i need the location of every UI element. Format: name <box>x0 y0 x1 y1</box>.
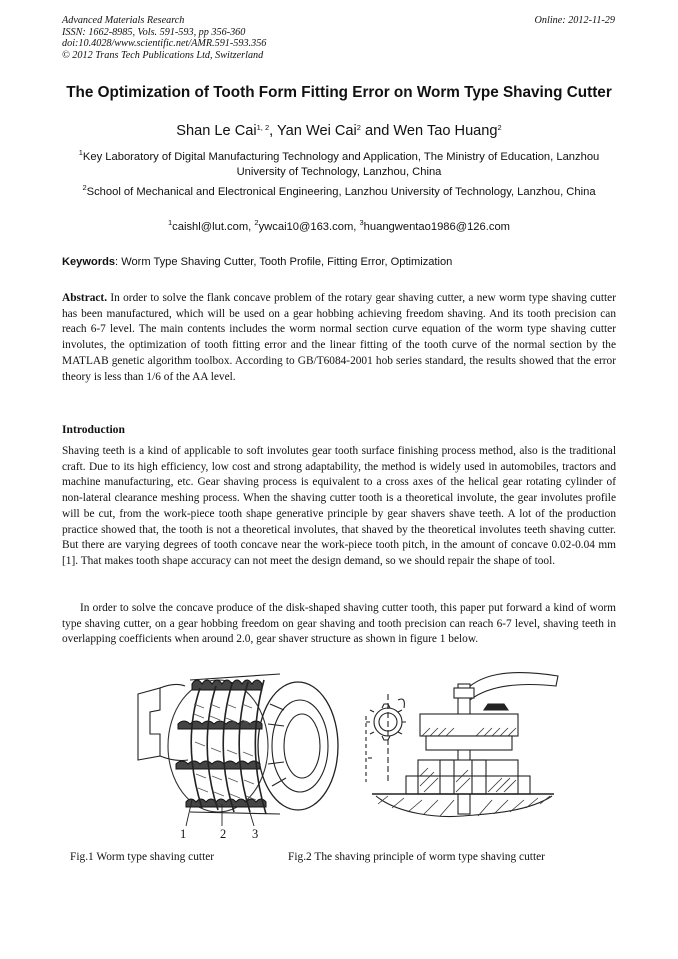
intro-paragraph-2: In order to solve the concave produce of the disk-shaped shaving cutter tooth, this paper put forward a kind of worm type shaving cutter, on a gear hobbing freedom on gear shaving and tooth precision can reach 6-7 level, shaving teeth in overlapping coefficients when around 2.0, gear shaver structure as shown in figure 1 below. <box>62 602 616 646</box>
journal-copyright: © 2012 Trans Tech Publications Ltd, Switzerland <box>62 49 264 61</box>
affiliation-2 <box>62 185 616 200</box>
fig1-label: 3 <box>252 827 259 841</box>
abstract-text: In order to solve the flank concave problem of the rotary gear shaving cutter, a new worm type shaving cutter has been manufactured, which will be used on a gear hobbing achieving freedom shaving. And its tooth precision can reach 6-7 level. The main contents includes the worm normal section curve equation of the worm type shaving cutter involutes, the optimization of tooth fitting error and the linear fitting of the tooth curve of the normal section by the MATLAB genetic algorithm toolbox. According to GB/T6084-2001 hob series standard, the results showed that the error theory is less than 1/6 of the AA level. <box>62 292 616 383</box>
abstract-label: Abstract. <box>62 292 108 304</box>
author-sup: 2 <box>356 123 361 132</box>
figure-1-caption: Fig.1 Worm type shaving cutter <box>70 851 215 863</box>
author-name: Yan Wei Cai <box>277 123 357 139</box>
author-name: Shan Le Cai <box>176 123 257 139</box>
figure-2-caption: Fig.2 The shaving principle of worm type shaving cutter <box>288 851 545 863</box>
keywords-text: : Worm Type Shaving Cutter, Tooth Profile, Fitting Error, Optimization <box>115 256 453 268</box>
keywords <box>62 256 616 268</box>
affiliation-sup: 1 <box>78 148 83 157</box>
email-sup: 1 <box>167 218 173 227</box>
email-sup: 2 <box>254 218 259 227</box>
hob-arm <box>462 673 558 700</box>
author-sup: 1, 2 <box>256 123 270 132</box>
fig1-label: 1 <box>180 827 187 841</box>
fig1-label: 2 <box>220 827 227 841</box>
journal-meta <box>62 15 266 61</box>
cutter-hub-shape <box>138 688 160 760</box>
email-text: huangwentao1986@126.com <box>363 221 510 233</box>
email-text: caishl@lut.com, <box>172 221 255 233</box>
paper-title: The Optimization of Tooth Form Fitting Error on Worm Type Shaving Cutter <box>66 84 612 101</box>
worm-cutter-drawing <box>130 664 345 846</box>
affiliation-text: School of Mechanical and Electronical Engineering, Lanzhou University of Technology, Lanzhou, China <box>86 186 596 198</box>
cutter-end-face <box>258 682 338 810</box>
author-list <box>62 123 616 139</box>
journal-issn: ISSN: 1662-8985, Vols. 591-593, pp 356-360 <box>62 26 246 38</box>
figure-2 <box>358 664 563 837</box>
author-emails <box>62 220 616 235</box>
abstract <box>62 291 616 385</box>
author-name: Wen Tao Huang <box>393 123 498 139</box>
affiliation-sup: 2 <box>82 183 87 192</box>
author-sup: 2 <box>497 123 502 132</box>
shaving-principle-drawing <box>358 664 563 832</box>
intro-paragraph-1: Shaving teeth is a kind of applicable to soft involutes gear tooth surface finishing process method, also is the traditional craft. Due to its high efficiency, low cost and strong adaptability, the method is widely used in automobiles, tractors and machine manufacturing, etc. Gear shaving process is equivalent to a cross axes of the helical gear rotating cylinder of non-lateral clearance meshing process. When the shaving cutter tooth is a theoretical involute, the gear involutes profile will be cut, from the work-piece tooth shape generative principle by gear shavers shave teeth. A lot of the production practice showed that, the tooth is not a theoretical involutes, that shaved by the theoretical involutes teeth shaving cutter. But there are varying degrees of tooth concave near the work-piece tooth pitch, in the amount of concave 0.02-0.04 mm [1]. That makes tooth shape accuracy can not meet the design demand, so we should repair the shape of tool. <box>62 445 616 567</box>
online-date: Online: 2012-11-29 <box>534 15 615 26</box>
email-sup: 3 <box>359 218 364 227</box>
figure-1 <box>130 664 345 851</box>
keywords-label: Keywords <box>62 256 116 268</box>
section-heading: Introduction <box>62 423 125 436</box>
fixture <box>418 760 518 794</box>
author-separator: , <box>269 123 277 139</box>
email-text: ywcai10@163.com, <box>258 221 360 233</box>
journal-name: Advanced Materials Research <box>62 15 185 26</box>
affiliation-1 <box>62 150 616 179</box>
author-separator: and <box>360 123 394 139</box>
affiliation-text: Key Laboratory of Digital Manufacturing Technology and Application, The Ministry of Education, Lanzhou University of Technology, Lanzhou, China <box>82 151 600 178</box>
journal-doi: doi:10.4028/www.scientific.net/AMR.591-593.356 <box>62 38 267 50</box>
cutter-body-outline <box>168 680 268 812</box>
